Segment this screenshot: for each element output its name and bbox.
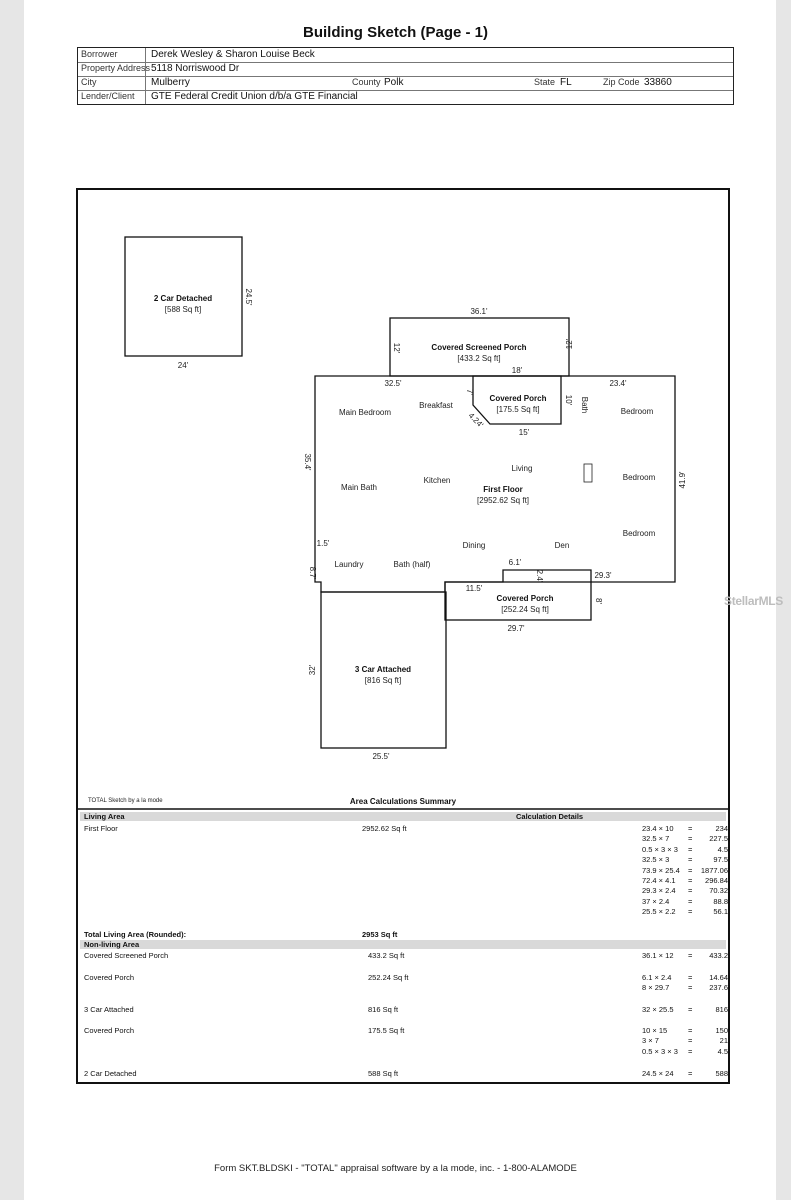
covered-porch-top-10-dim: 10' — [564, 394, 573, 406]
borrower-value: Derek Wesley & Sharon Louise Beck — [151, 49, 315, 60]
covered-porch-top-15-dim: 15' — [518, 428, 530, 437]
screened-porch-top-dim: 36.1' — [470, 307, 488, 316]
covered-porch-bottom-name: Covered Porch — [496, 594, 554, 603]
dim-29-3: 29.3' — [594, 571, 612, 580]
state-label: State — [534, 77, 556, 87]
calc-value: 234 — [715, 824, 728, 833]
living-area-band — [80, 812, 726, 821]
nonliving-label: 3 Car Attached — [84, 1005, 134, 1014]
lender-row — [78, 90, 733, 104]
attached-255-dim: 25.5' — [372, 752, 390, 761]
screened-porch-left-dim: 12' — [392, 342, 401, 354]
lender-value: GTE Federal Credit Union d/b/a GTE Financial — [151, 91, 358, 102]
first-floor-area: [2952.62 Sq ft] — [476, 496, 530, 505]
calc-expression: 8 × 29.7 — [642, 983, 670, 993]
total-living-value: 2953 Sq ft — [362, 930, 398, 939]
screened-porch-area: [433.2 Sq ft] — [457, 354, 501, 363]
dim-23-4: 23.4' — [609, 379, 627, 388]
calc-equals: = — [688, 907, 693, 917]
zip-value: 33860 — [644, 77, 672, 88]
dim-41-9: 41.9' — [678, 471, 687, 489]
calc-expression: 0.5 × 3 × 3 — [642, 1046, 678, 1056]
calc-expression: 37 × 2.4 — [642, 896, 670, 906]
calc-value: 1877.06 — [700, 865, 728, 875]
covered-porch-bottom-24-dim: 2.4' — [535, 569, 544, 583]
calc-equals: = — [688, 886, 693, 896]
calc-expression: 29.3 × 2.4 — [642, 886, 676, 896]
building-sketch-frame — [76, 188, 730, 1084]
covered-porch-bottom-area: [252.24 Sq ft] — [501, 605, 549, 614]
calc-expression: 6.1 × 2.4 — [642, 973, 672, 982]
calc-equals: = — [688, 824, 693, 833]
calc-value: 4.5 — [717, 1046, 728, 1056]
calc-value: 237.6 — [709, 983, 728, 993]
address-value: 5118 Norriswood Dr — [151, 63, 240, 74]
calc-value: 97.5 — [713, 855, 728, 865]
dim-35-4: 35.4' — [303, 453, 312, 471]
form-footer: Form SKT.BLDSKI - "TOTAL" appraisal software by a la mode, inc. - 1-800-ALAMODE — [214, 1163, 577, 1174]
calc-equals: = — [688, 865, 693, 875]
room-bedroom-2: Bedroom — [622, 473, 656, 482]
city-row — [78, 76, 733, 91]
calc-expression: 32 × 25.5 — [642, 1005, 674, 1014]
first-floor-label: First Floor — [84, 824, 118, 833]
calc-equals: = — [688, 1046, 693, 1056]
room-laundry: Laundry — [334, 560, 364, 569]
total-living-label: Total Living Area (Rounded): — [84, 930, 187, 939]
room-main-bath: Main Bath — [340, 483, 378, 492]
room-kitchen: Kitchen — [423, 476, 451, 485]
covered-porch-bottom-297-dim: 29.7' — [507, 624, 525, 633]
nonliving-label: Covered Porch — [84, 973, 135, 982]
calc-value: 14.64 — [709, 973, 728, 982]
address-row — [78, 62, 733, 77]
calc-equals: = — [688, 855, 693, 865]
city-value: Mulberry — [151, 77, 190, 88]
borrower-row — [78, 48, 733, 63]
calc-expression: 32.5 × 3 — [642, 855, 670, 865]
attached-garage-area: [816 Sq ft] — [364, 676, 402, 685]
calc-details-header: Calculation Details — [516, 812, 584, 821]
calc-equals: = — [688, 1026, 693, 1035]
screened-porch-right-dim: 12' — [565, 338, 574, 350]
zip-label: Zip Code — [603, 77, 640, 87]
nonliving-label: Covered Screened Porch — [84, 951, 169, 960]
covered-porch-bottom-8-dim: 8' — [594, 598, 603, 604]
fixture-box — [584, 464, 592, 482]
calc-expression: 10 × 15 — [642, 1026, 668, 1035]
calc-expression: 36.1 × 12 — [642, 951, 674, 960]
room-breakfast: Breakfast — [419, 401, 453, 410]
detached-width-dim: 24' — [177, 361, 189, 370]
calc-value: 816 — [715, 1005, 728, 1014]
calc-expression: 3 × 7 — [642, 1036, 659, 1046]
summary-title: Area Calculations Summary — [349, 797, 457, 806]
room-den: Den — [554, 541, 570, 550]
calc-equals: = — [688, 1036, 693, 1046]
calc-equals: = — [688, 1069, 693, 1078]
calc-expression: 72.4 × 4.1 — [642, 876, 676, 885]
calc-expression: 23.4 × 10 — [642, 824, 674, 833]
calc-value: 433.2 — [709, 951, 728, 960]
dim-1-5: 1.5' — [316, 539, 330, 548]
property-info-table — [77, 47, 734, 105]
calc-value: 588 — [715, 1069, 728, 1078]
room-main-bedroom: Main Bedroom — [338, 408, 392, 417]
screened-porch-name: Covered Screened Porch — [431, 343, 527, 352]
address-label: Property Address — [81, 63, 151, 73]
sketch-credit: TOTAL Sketch by a la mode — [88, 798, 163, 804]
attached-garage-name: 3 Car Attached — [354, 665, 412, 674]
calc-value: 4.5 — [717, 844, 728, 854]
living-area-header: Living Area — [84, 812, 125, 821]
calc-expression: 25.5 × 2.2 — [642, 907, 676, 917]
calc-equals: = — [688, 834, 693, 844]
dim-32-5: 32.5' — [384, 379, 402, 388]
nonliving-header: Non-living Area — [84, 940, 140, 949]
room-bedroom-3: Bedroom — [622, 529, 656, 538]
covered-porch-top-7-dim: 7' — [465, 389, 474, 395]
calc-value: 21 — [719, 1036, 728, 1046]
room-living: Living — [511, 464, 533, 473]
first-floor-name: First Floor — [483, 485, 523, 494]
county-value: Polk — [384, 77, 404, 88]
calc-value: 88.8 — [713, 896, 728, 906]
nonliving-label: Covered Porch — [84, 1026, 135, 1035]
calc-value: 296.84 — [705, 876, 728, 885]
borrower-label: Borrower — [81, 49, 118, 59]
nonliving-area: 816 Sq ft — [368, 1005, 399, 1014]
calc-value: 227.5 — [709, 834, 728, 844]
calc-equals: = — [688, 844, 693, 854]
calc-expression: 24.5 × 24 — [642, 1069, 674, 1078]
calc-expression: 0.5 × 3 × 3 — [642, 844, 678, 854]
nonliving-area: 252.24 Sq ft — [368, 973, 409, 982]
calc-equals: = — [688, 951, 693, 960]
covered-porch-top-area: [175.5 Sq ft] — [496, 405, 540, 414]
calc-expression: 73.9 × 25.4 — [642, 865, 680, 875]
covered-porch-bottom-61-dim: 6.1' — [508, 558, 522, 567]
room-bath: Bath — [580, 396, 589, 414]
detached-garage-area: [588 Sq ft] — [164, 305, 202, 314]
calc-equals: = — [688, 896, 693, 906]
calc-equals: = — [688, 1005, 693, 1014]
calc-value: 56.1 — [713, 907, 728, 917]
detached-depth-dim: 24.5' — [244, 288, 253, 306]
calc-value: 70.32 — [709, 886, 728, 896]
covered-porch-top-diag-dim: 4.24' — [466, 411, 485, 430]
first-floor-area-value: 2952.62 Sq ft — [362, 824, 407, 833]
nonliving-band — [80, 940, 726, 949]
nonliving-area: 588 Sq ft — [368, 1069, 399, 1078]
detached-garage-name: 2 Car Detached — [153, 294, 213, 303]
nonliving-area: 175.5 Sq ft — [368, 1026, 405, 1035]
calc-equals: = — [688, 876, 693, 885]
dim-8-7: 8.7' — [308, 566, 317, 580]
room-dining: Dining — [462, 541, 486, 550]
calc-equals: = — [688, 983, 693, 993]
nonliving-area: 433.2 Sq ft — [368, 951, 405, 960]
nonliving-label: 2 Car Detached — [84, 1069, 137, 1078]
attached-32-dim: 32' — [308, 664, 317, 676]
calc-value: 150 — [715, 1026, 728, 1035]
page-title: Building Sketch (Page - 1) — [302, 24, 489, 41]
room-bath-half: Bath (half) — [393, 560, 431, 569]
calc-equals: = — [688, 973, 693, 982]
covered-porch-top-name: Covered Porch — [489, 394, 547, 403]
calc-expression: 32.5 × 7 — [642, 834, 670, 844]
mls-watermark: StellarMLS — [724, 594, 784, 608]
room-bedroom-1: Bedroom — [620, 407, 654, 416]
screened-porch-18-dim: 18' — [511, 366, 523, 375]
lender-label: Lender/Client — [81, 91, 135, 101]
county-label: County — [352, 77, 381, 87]
covered-porch-bottom-115-dim: 11.5' — [465, 584, 483, 593]
city-label: City — [81, 77, 97, 87]
state-value: FL — [560, 77, 572, 88]
